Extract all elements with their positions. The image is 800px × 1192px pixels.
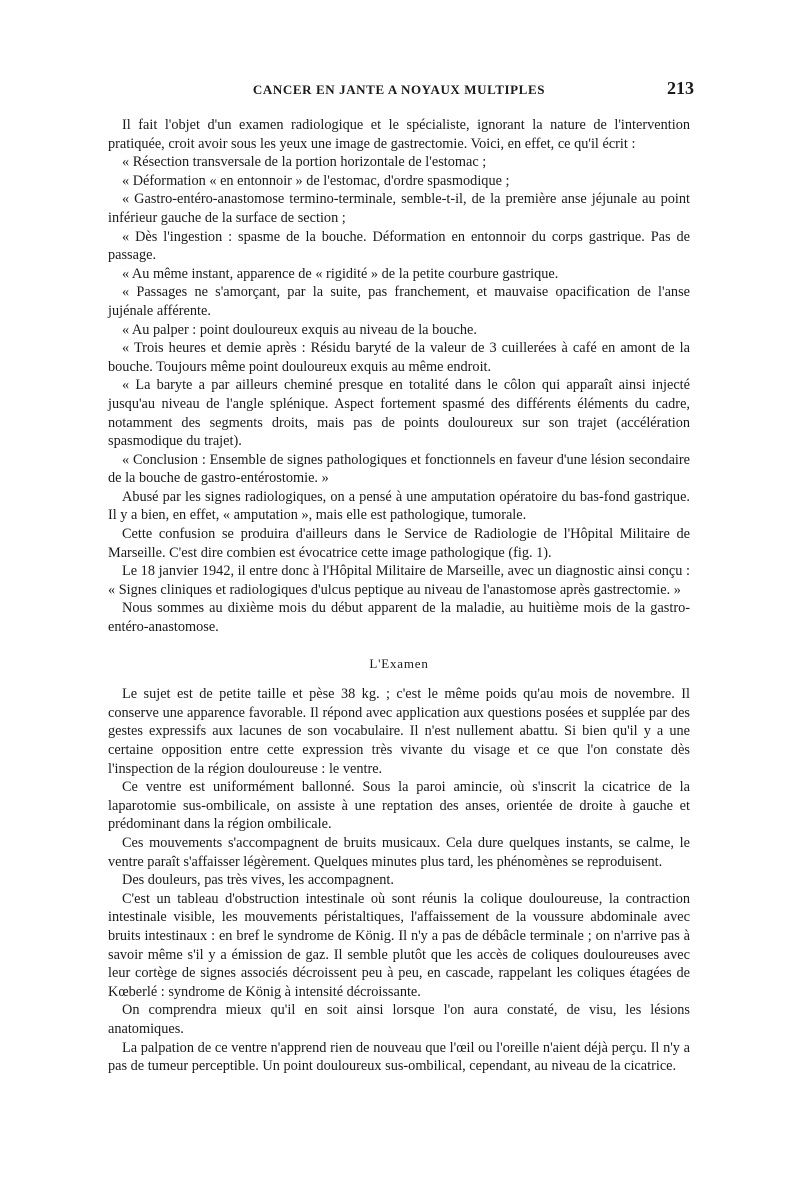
page-number: 213 (667, 78, 694, 98)
paragraph: C'est un tableau d'obstruction intestinale où sont réunis la colique douloureuse, la contraction intestinale visible, les mouvements péristaltiques, l'affaissement de la voussure abdominale avec bruits intestinaux : en bref le syndrome de König. Il n'y a pas de débâcle terminale ; on n'arrive pas à savoir même s'il y a émission de gaz. Il semble plutôt que les accès de coliques douloureuses avec leur cortège de signes associés décroissent peu à peu, en cascade, rappelant les coliques étagées de Kœberlé : syndrome de König à intensité décroissante. (108, 890, 690, 1000)
paragraph: « La baryte a par ailleurs cheminé presque en totalité dans le côlon qui apparaît ainsi injecté jusqu'au niveau de l'angle splénique. Aspect fortement spasmé des différents éléments du cadre, notamment des segments droits, mais pas de points douloureux sur son trajet (accélération spasmodique du trajet). (108, 377, 690, 450)
paragraph: La palpation de ce ventre n'apprend rien de nouveau que l'œil ou l'oreille n'aient déjà perçu. Il n'y a pas de tumeur perceptible. Un point douloureux sus-ombilical, cependant, au niveau de la cicatrice. (108, 1039, 690, 1075)
paragraph: « Gastro-entéro-anastomose termino-terminale, semble-t-il, de la première anse jéjunale au point inférieur gauche de la surface de section ; (108, 191, 690, 226)
paragraph: Ces mouvements s'accompagnent de bruits musicaux. Cela dure quelques instants, se calme, le ventre paraît s'affaisser légèrement. Quelques minutes plus tard, les phénomènes se reproduisent. (108, 834, 690, 870)
paragraph: Il fait l'objet d'un examen radiologique et le spécialiste, ignorant la nature de l'intervention pratiquée, croit avoir sous les yeux une image de gastrectomie. Voici, en effet, ce qu'il écrit : (108, 117, 690, 152)
document-page (108, 78, 694, 1076)
paragraph: Nous sommes au dixième mois du début apparent de la maladie, au huitième mois de la gastro-entéro-anastomose. (108, 600, 690, 636)
paragraph: « Passages ne s'amorçant, par la suite, pas franchement, et mauvaise opacification de l'anse jujénale afférente. (108, 284, 690, 319)
paragraph: Ce ventre est uniformément ballonné. Sous la paroi amincie, où s'inscrit la cicatrice de la laparotomie sus-ombilicale, on assiste à une reptation des anses, orientée de droite à gauche et prédominant dans la région ombilicale. (108, 779, 690, 833)
paragraph: Le sujet est de petite taille et pèse 38 kg. ; c'est le même poids qu'au mois de novembre. Il conserve une apparence favorable. Il répond avec application aux questions posées et supplée par des gestes expressifs aux lacunes de son vocabulaire. Il n'est nullement abattu. Si bien qu'il y a une certaine opposition entre cette expression très vivante du visage et ce que l'on constate dès l'inspection de la région douloureuse : le ventre. (108, 686, 690, 777)
paragraph: « Au palper : point douloureux exquis au niveau de la bouche. (122, 321, 477, 338)
paragraph: Cette confusion se produira d'ailleurs dans le Service de Radiologie de l'Hôpital Militaire de Marseille. C'est dire combien est évocatrice cette image pathologique (fig. 1). (108, 526, 690, 561)
paragraph: On comprendra mieux qu'il en soit ainsi lorsque l'on aura constaté, de visu, les lésions anatomiques. (108, 1002, 690, 1037)
paragraph: Le 18 janvier 1942, il entre donc à l'Hôpital Militaire de Marseille, avec un diagnostic ainsi conçu : « Signes cliniques et radiologiques d'ulcus peptique au niveau de l'anastomose après gastrectomie. » (108, 563, 690, 598)
paragraph: « Trois heures et demie après : Résidu baryté de la valeur de 3 cuillerées à café en amont de la bouche. Toujours même point douloureux exquis au même endroit. (108, 340, 690, 375)
paragraph: « Déformation « en entonnoir » de l'estomac, d'ordre spasmodique ; (122, 172, 510, 189)
body-text (108, 116, 690, 1076)
paragraph: Des douleurs, pas très vives, les accompagnent. (122, 872, 394, 889)
paragraph: « Dès l'ingestion : spasme de la bouche. Déformation en entonnoir du corps gastrique. Pas de passage. (108, 228, 690, 264)
section-heading: L'Examen (369, 655, 429, 671)
paragraph: « Conclusion : Ensemble de signes pathologiques et fonctionnels en faveur d'une lésion secondaire de la bouche de gastro-entérostomie. » (108, 451, 690, 487)
running-title: CANCER EN JANTE A NOYAUX MULTIPLES (252, 82, 546, 97)
running-header (108, 78, 694, 102)
paragraph: Abusé par les signes radiologiques, on a pensé à une amputation opératoire du bas-fond gastrique. Il y a bien, en effet, « amputation », mais elle est pathologique, tumorale. (108, 488, 690, 524)
paragraph: « Au même instant, apparence de « rigidité » de la petite courbure gastrique. (122, 265, 559, 282)
paragraph: « Résection transversale de la portion horizontale de l'estomac ; (122, 154, 487, 171)
